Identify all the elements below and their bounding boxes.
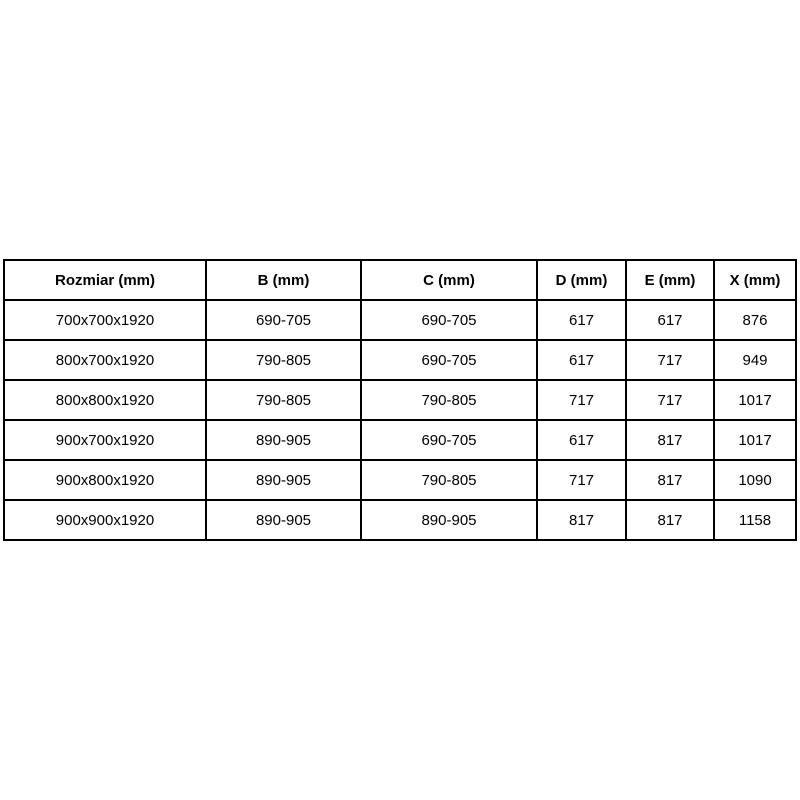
table-header <box>4 260 796 300</box>
table-cell: 690-705 <box>361 300 537 340</box>
dimensions-table-wrap <box>3 259 795 541</box>
table-cell: 800x700x1920 <box>4 340 206 380</box>
header-row <box>4 260 796 300</box>
header-cell-4: E (mm) <box>626 260 714 300</box>
dimensions-table <box>3 259 797 541</box>
table-cell: 790-805 <box>206 340 361 380</box>
header-cell-1: B (mm) <box>206 260 361 300</box>
table-cell: 890-905 <box>361 500 537 540</box>
header-cell-2: C (mm) <box>361 260 537 300</box>
table-row <box>4 340 796 380</box>
table-row <box>4 500 796 540</box>
table-cell: 817 <box>626 420 714 460</box>
table-cell: 1090 <box>714 460 796 500</box>
table-cell: 790-805 <box>361 380 537 420</box>
table-row <box>4 300 796 340</box>
table-cell: 817 <box>537 500 626 540</box>
table-cell: 790-805 <box>206 380 361 420</box>
header-cell-0: Rozmiar (mm) <box>4 260 206 300</box>
table-cell: 890-905 <box>206 500 361 540</box>
table-body <box>4 300 796 540</box>
table-cell: 617 <box>537 300 626 340</box>
table-cell: 617 <box>537 340 626 380</box>
header-cell-3: D (mm) <box>537 260 626 300</box>
table-cell: 690-705 <box>361 340 537 380</box>
table-cell: 817 <box>626 500 714 540</box>
table-cell: 890-905 <box>206 460 361 500</box>
table-cell: 890-905 <box>206 420 361 460</box>
table-cell: 817 <box>626 460 714 500</box>
table-cell: 1017 <box>714 380 796 420</box>
table-cell: 690-705 <box>361 420 537 460</box>
table-cell: 700x700x1920 <box>4 300 206 340</box>
table-cell: 1017 <box>714 420 796 460</box>
table-cell: 790-805 <box>361 460 537 500</box>
table-cell: 617 <box>626 300 714 340</box>
table-row <box>4 460 796 500</box>
table-cell: 717 <box>626 380 714 420</box>
table-row <box>4 420 796 460</box>
table-cell: 949 <box>714 340 796 380</box>
table-cell: 800x800x1920 <box>4 380 206 420</box>
table-cell: 900x700x1920 <box>4 420 206 460</box>
header-cell-5: X (mm) <box>714 260 796 300</box>
table-cell: 900x800x1920 <box>4 460 206 500</box>
table-cell: 876 <box>714 300 796 340</box>
table-cell: 717 <box>626 340 714 380</box>
table-cell: 617 <box>537 420 626 460</box>
table-row <box>4 380 796 420</box>
table-cell: 690-705 <box>206 300 361 340</box>
table-cell: 1158 <box>714 500 796 540</box>
table-cell: 717 <box>537 460 626 500</box>
table-cell: 717 <box>537 380 626 420</box>
table-cell: 900x900x1920 <box>4 500 206 540</box>
